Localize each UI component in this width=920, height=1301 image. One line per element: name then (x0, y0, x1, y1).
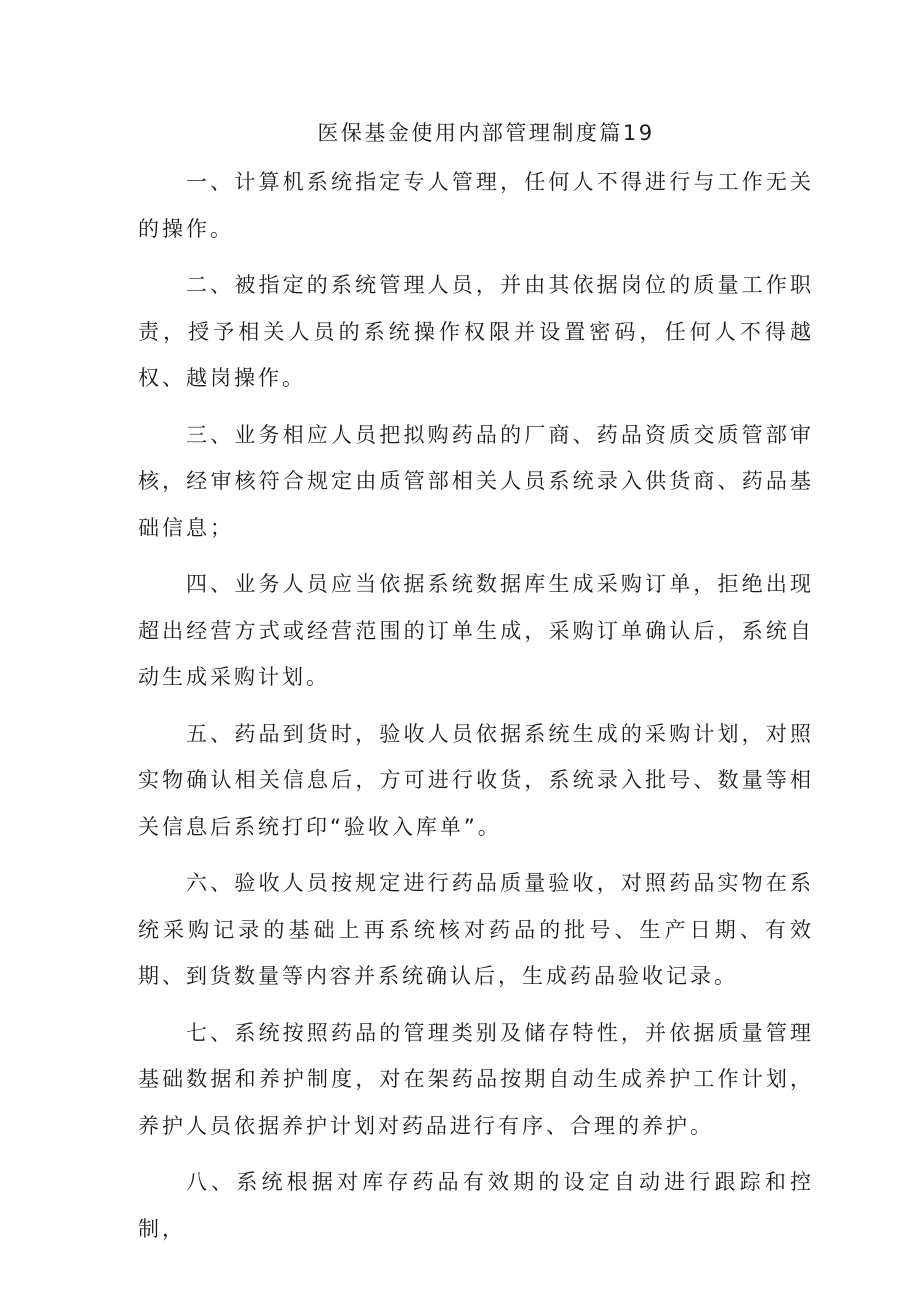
paragraph-8: 八、系统根据对库存药品有效期的设定自动进行跟踪和控制， (138, 1170, 814, 1241)
paragraph-2: 二、被指定的系统管理人员，并由其依据岗位的质量工作职责，授予相关人员的系统操作权限并设置密码，任何人不得越权、越岗操作。 (138, 273, 814, 390)
document-title: 医保基金使用内部管理制度篇19 (317, 121, 655, 145)
paragraph-1: 一、计算机系统指定专人管理，任何人不得进行与工作无关的操作。 (138, 170, 814, 241)
paragraph-3: 三、业务相应人员把拟购药品的厂商、药品资质交质管部审核，经审核符合规定由质管部相关人员系统录入供货商、药品基础信息； (138, 422, 814, 540)
paragraph-6: 六、验收人员按规定进行药品质量验收，对照药品实物在系统采购记录的基础上再系统核对药品的批号、生产日期、有效期、到货数量等内容并系统确认后，生成药品验收记录。 (138, 871, 814, 988)
paragraph-4: 四、业务人员应当依据系统数据库生成采购订单，拒绝出现超出经营方式或经营范围的订单生成，采购订单确认后，系统自动生成采购计划。 (138, 572, 814, 689)
paragraph-5: 五、药品到货时，验收人员依据系统生成的采购计划，对照实物确认相关信息后，方可进行收货，系统录入批号、数量等相关信息后系统打印“验收入库单”。 (138, 721, 814, 839)
paragraph-7: 七、系统按照药品的管理类别及储存特性，并依据质量管理基础数据和养护制度，对在架药品按期自动生成养护工作计划，养护人员依据养护计划对药品进行有序、合理的养护。 (138, 1020, 814, 1138)
